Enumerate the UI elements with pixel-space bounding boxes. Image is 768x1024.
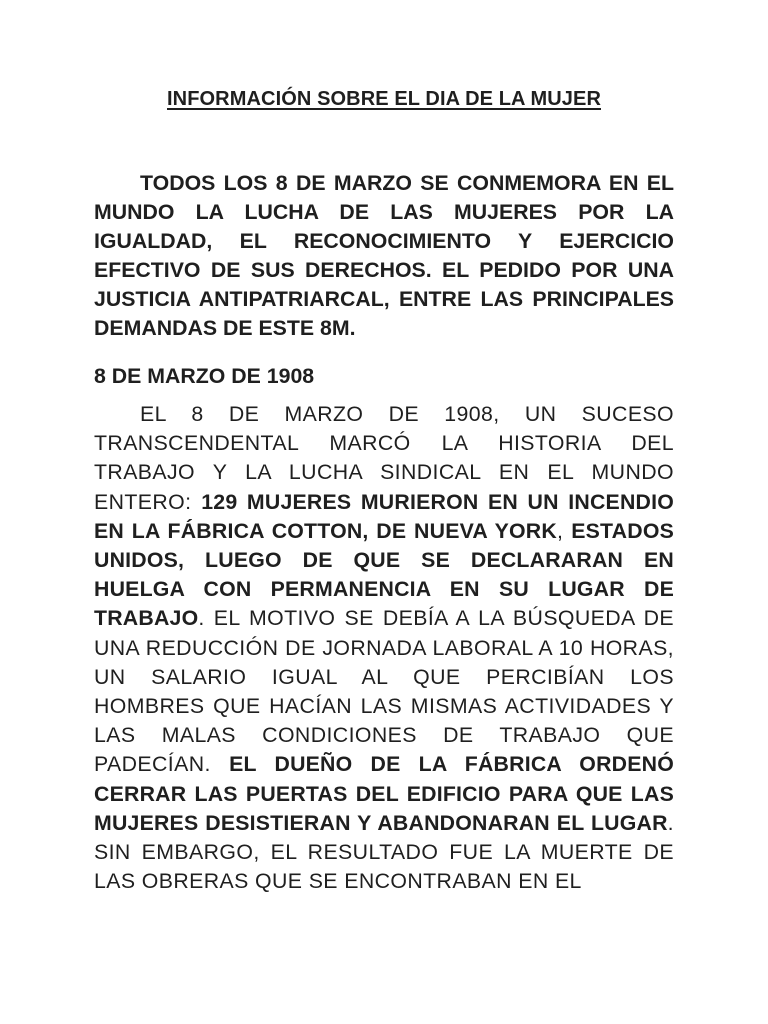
body-text-3: . EL MOTIVO SE DEBÍA A LA BÚSQUEDA DE UNA REDUCCIÓN DE JORNADA LABORAL A 10 HORAS, UN SALARIO IGUAL AL QUE PERCIBÍAN LOS HOMBRES QUE HACÍAN LAS MISMAS ACTIVIDADES Y LAS MALAS CONDICIONES DE TRABAJO QUE PADECÍAN. <box>94 606 674 777</box>
body-text-4: . SIN EMBARGO, EL RESULTADO FUE LA MUERTE DE LAS OBRERAS QUE SE ENCONTRABAN EN EL <box>94 810 674 894</box>
body-bold-3: EL DUEÑO DE LA FÁBRICA ORDENÓ CERRAR LAS PUERTAS DEL EDIFICIO PARA QUE LAS MUJERES DESISTIERAN Y ABANDONARAN EL LUGAR <box>94 752 674 835</box>
body-text-1: EL 8 DE MARZO DE 1908, UN SUCESO TRANSCENDENTAL MARCÓ LA HISTORIA DEL TRABAJO Y LA LUCHA SINDICAL EN EL MUNDO ENTERO: <box>94 402 674 514</box>
body-paragraph <box>94 400 674 896</box>
body-text-2: , <box>556 518 572 543</box>
intro-paragraph: TODOS LOS 8 DE MARZO SE CONMEMORA EN EL MUNDO LA LUCHA DE LAS MUJERES POR LA IGUALDAD, EL RECONOCIMIENTO Y EJERCICIO EFECTIVO DE SUS DERECHOS. EL PEDIDO POR UNA JUSTICIA ANTIPATRIARCAL, ENTRE LAS PRINCIPALES DEMANDAS DE ESTE 8M. <box>94 171 674 340</box>
document-title: INFORMACIÓN SOBRE EL DIA DE LA MUJER <box>167 88 601 110</box>
body-bold-2: ESTADOS UNIDOS, LUEGO DE QUE SE DECLARARAN EN HUELGA CON PERMANENCIA EN SU LUGAR DE TRABAJO <box>94 518 674 631</box>
section-heading: 8 DE MARZO DE 1908 <box>94 364 315 388</box>
body-bold-1: 129 MUJERES MURIERON EN UN INCENDIO EN LA FÁBRICA COTTON, DE NUEVA YORK <box>94 489 674 543</box>
